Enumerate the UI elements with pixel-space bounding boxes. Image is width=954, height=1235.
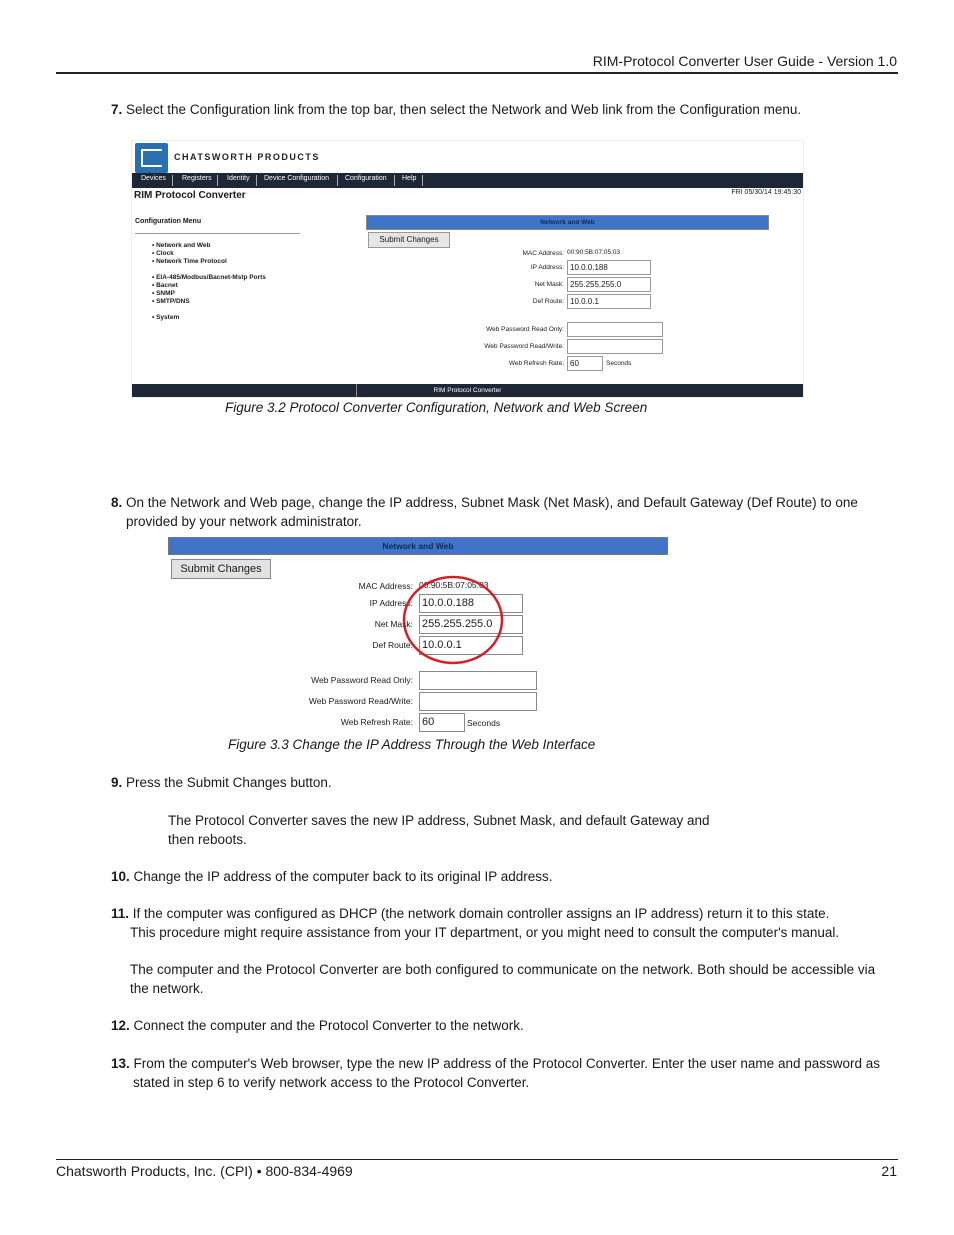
mac-label: MAC Address: <box>522 250 564 257</box>
seconds-label: Seconds <box>467 718 501 728</box>
nav-identity[interactable]: Identity <box>227 175 250 182</box>
web-password-write-label: Web Password Read/Write: <box>484 343 564 350</box>
note-9-line1: The Protocol Converter saves the new IP address, Subnet Mask, and default Gateway and <box>168 813 710 828</box>
submit-changes-button[interactable]: Submit Changes <box>171 559 271 579</box>
web-refresh-input[interactable]: 60 <box>567 356 603 371</box>
step-13 <box>111 1054 880 1073</box>
net-mask-input[interactable]: 255.255.255.0 <box>567 277 651 292</box>
step-10 <box>111 867 553 886</box>
step-number: 9. <box>111 775 123 790</box>
step-12 <box>111 1016 524 1035</box>
web-refresh-input[interactable]: 60 <box>419 713 465 732</box>
step-text: Connect the computer and the Protocol Converter to the network. <box>133 1018 524 1033</box>
footer-company: Chatsworth Products, Inc. (CPI) • 800-834-4969 <box>56 1163 353 1179</box>
nav-registers[interactable]: Registers <box>182 175 212 182</box>
panel-title-bar <box>366 215 769 230</box>
configuration-menu-title: Configuration Menu <box>135 218 202 225</box>
step-number: 8. <box>111 495 123 510</box>
step-number: 7. <box>111 102 123 117</box>
step-text-line1: On the Network and Web page, change the IP address, Subnet Mask (Net Mask), and Default Gateway (Def Route) to one <box>126 495 858 510</box>
net-mask-label: Net Mask: <box>534 281 564 288</box>
web-password-read-input[interactable] <box>419 671 537 690</box>
menu-item-clock[interactable]: • Clock <box>152 250 174 257</box>
nav-configuration[interactable]: Configuration <box>345 175 387 182</box>
web-password-write-label: Web Password Read/Write: <box>308 696 413 706</box>
cpi-logo-icon <box>135 143 168 173</box>
figure-3-3-caption: Figure 3.3 Change the IP Address Through the Web Interface <box>228 737 596 752</box>
step-8 <box>111 493 858 512</box>
menu-item-snmp[interactable]: • SNMP <box>152 290 175 297</box>
step-11-line3: The computer and the Protocol Converter are both configured to communicate on the network. Both should be accessible via <box>130 962 876 977</box>
web-password-read-label: Web Password Read Only: <box>311 675 413 685</box>
step-11 <box>111 904 829 923</box>
net-mask-input[interactable]: 255.255.255.0 <box>419 615 523 634</box>
panel-title-bar <box>168 537 668 555</box>
web-refresh-label: Web Refresh Rate: <box>340 717 413 727</box>
menu-item-smtp-dns[interactable]: • SMTP/DNS <box>152 298 190 305</box>
menu-item-eia485[interactable]: • EIA-485/Modbus/Bacnet-Mstp Ports <box>152 274 266 281</box>
web-refresh-label: Web Refresh Rate: <box>508 360 564 367</box>
step-text: Change the IP address of the computer back to its original IP address. <box>133 869 553 884</box>
menu-item-system[interactable]: • System <box>152 314 179 321</box>
highlight-circle-annotation <box>400 573 506 667</box>
step-13-line2: stated in step 6 to verify network access to the Protocol Converter. <box>133 1075 530 1090</box>
app-title: RIM Protocol Converter <box>134 190 246 201</box>
def-route-label: Def Route: <box>372 640 413 650</box>
step-number: 11. <box>111 906 130 921</box>
step-text: Select the Configuration link from the top bar, then select the Network and Web link from the Configuration menu. <box>126 102 802 117</box>
step-8-text-line2: provided by your network administrator. <box>126 514 362 529</box>
ip-label: IP Address: <box>369 598 413 608</box>
datetime: FRI 05/30/14 19:45:30 <box>731 189 801 196</box>
submit-changes-button[interactable]: Submit Changes <box>368 232 450 248</box>
web-password-read-input[interactable] <box>567 322 663 337</box>
menu-item-ntp[interactable]: • Network Time Protocol <box>152 258 227 265</box>
document-header-title: RIM-Protocol Converter User Guide - Version 1.0 <box>592 53 897 69</box>
panel-title: Network and Web <box>540 219 595 226</box>
header-rule <box>56 72 898 74</box>
nav-help[interactable]: Help <box>402 175 417 182</box>
step-text-line1: If the computer was configured as DHCP (the network domain controller assigns an IP address) return it to this state. <box>132 906 830 921</box>
mac-value: 00:90:5B:07:05:03 <box>567 249 621 256</box>
net-mask-label: Net Mask: <box>374 619 413 629</box>
step-11-line2: This procedure might require assistance from your IT department, or you might need to consult the computer's manual. <box>130 925 840 940</box>
step-11-line4: the network. <box>130 981 204 996</box>
step-7 <box>111 100 801 119</box>
page-number: 21 <box>881 1163 897 1179</box>
note-9-line2: then reboots. <box>168 832 247 847</box>
step-text: Press the Submit Changes button. <box>126 775 332 790</box>
mac-label: MAC Address: <box>358 581 413 591</box>
step-number: 12. <box>111 1018 130 1033</box>
step-number: 10. <box>111 869 130 884</box>
figure-3-2-caption: Figure 3.2 Protocol Converter Configuration, Network and Web Screen <box>225 400 648 415</box>
footer-bar-divider <box>356 384 357 397</box>
def-route-label: Def Route: <box>532 298 564 305</box>
footer-bar-text: RIM Protocol Converter <box>433 387 502 394</box>
ip-label: IP Address: <box>530 264 564 271</box>
web-password-read-label: Web Password Read Only: <box>486 326 564 333</box>
step-number: 13. <box>111 1056 130 1071</box>
def-route-input[interactable]: 10.0.0.1 <box>419 636 523 655</box>
figure-3-2-screenshot <box>131 140 804 398</box>
menu-item-bacnet[interactable]: • Bacnet <box>152 282 178 289</box>
footer-bar <box>132 384 803 397</box>
top-nav-bar <box>132 173 803 188</box>
figure-3-3-screenshot <box>168 537 668 735</box>
menu-item-network-web[interactable]: • Network and Web <box>152 242 211 249</box>
panel-title: Network and Web <box>382 541 454 551</box>
ip-address-input[interactable]: 10.0.0.188 <box>419 594 523 613</box>
footer-rule <box>56 1159 898 1160</box>
mac-value: 00:90:5B:07:05:03 <box>419 580 489 590</box>
step-text-line1: From the computer's Web browser, type the new IP address of the Protocol Converter. Enter the user name and password as <box>133 1056 881 1071</box>
web-password-write-input[interactable] <box>419 692 537 711</box>
nav-device-configuration[interactable]: Device Configuration <box>264 175 329 182</box>
step-9 <box>111 773 332 792</box>
def-route-input[interactable]: 10.0.0.1 <box>567 294 651 309</box>
logo-text: CHATSWORTH PRODUCTS <box>174 152 320 162</box>
nav-devices[interactable]: Devices <box>141 175 166 182</box>
menu-divider <box>135 233 300 234</box>
web-password-write-input[interactable] <box>567 339 663 354</box>
ip-address-input[interactable]: 10.0.0.188 <box>567 260 651 275</box>
seconds-label: Seconds <box>606 360 632 367</box>
